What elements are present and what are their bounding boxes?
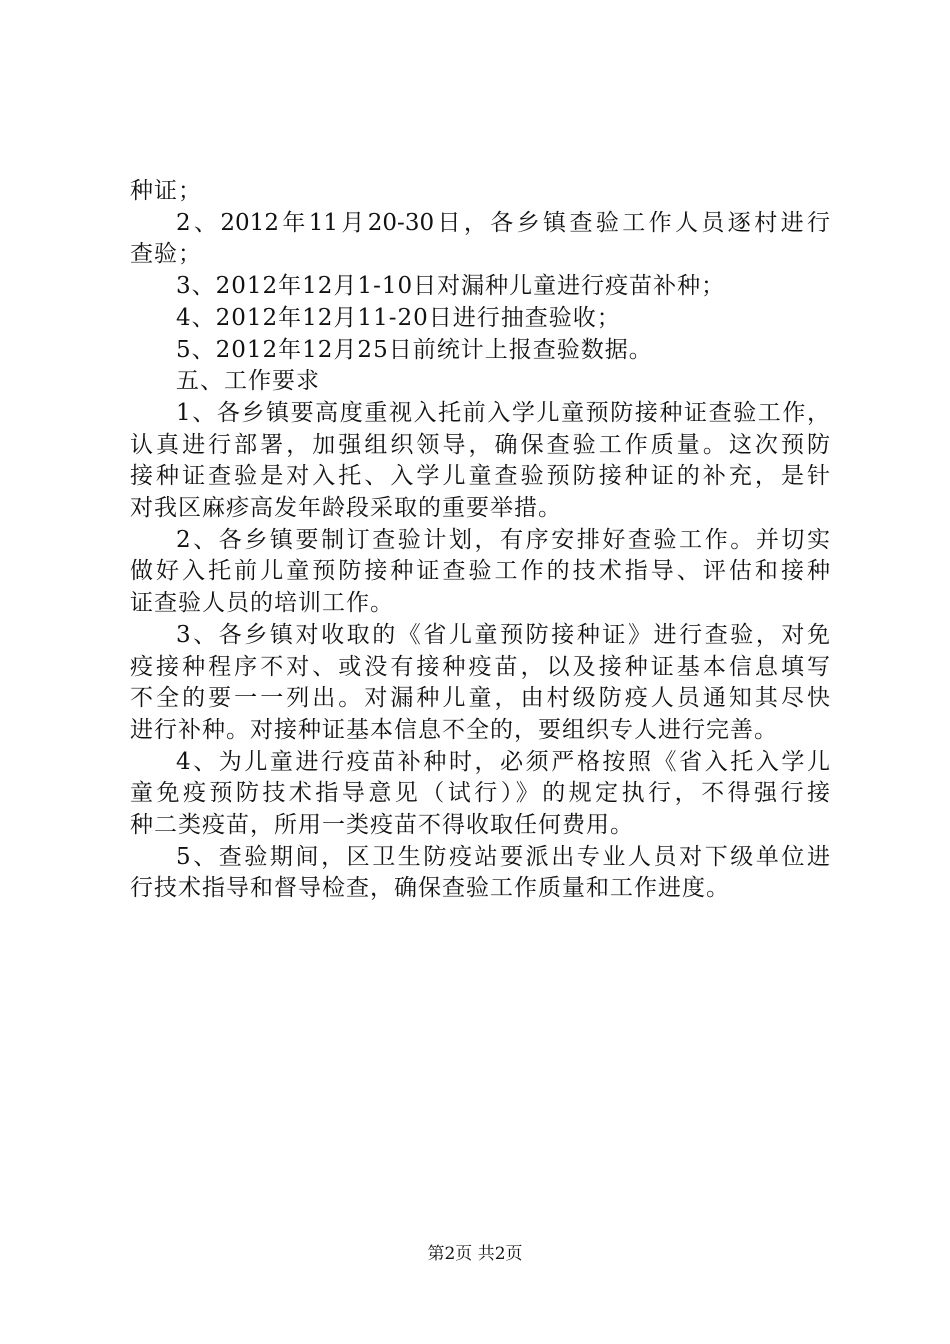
text-line: 进行补种。对接种证基本信息不全的，要组织专人进行完善。 xyxy=(130,716,778,743)
text-line: 接种证查验是对入托、入学儿童查验预防接种证的补充，是针 xyxy=(130,463,830,490)
text-line: 证查验人员的培训工作。 xyxy=(130,590,394,617)
text-line: 不全的要一一列出。对漏种儿童，由村级防疫人员通知其尽快 xyxy=(130,685,830,712)
text-line: 1、各乡镇要高度重视入托前入学儿童预防接种证查验工作， xyxy=(176,399,830,426)
text-line: 童免疫预防技术指导意见（试行）》的规定执行，不得强行接 xyxy=(130,780,830,807)
text-line: 做好入托前儿童预防接种证查验工作的技术指导、评估和接种 xyxy=(130,558,830,585)
text-line: 疫接种程序不对、或没有接种疫苗，以及接种证基本信息填写 xyxy=(130,653,830,680)
text-line: 3、2012年12月1-10日对漏种儿童进行疫苗补种； xyxy=(176,273,726,300)
text-line: 4、为儿童进行疫苗补种时，必须严格按照《省入托入学儿 xyxy=(176,748,830,775)
text-line: 行技术指导和督导检查，确保查验工作质量和工作进度。 xyxy=(130,875,730,902)
text-line: 对我区麻疹高发年龄段采取的重要举措。 xyxy=(130,495,562,522)
text-line: 5、2012年12月25日前统计上报查验数据。 xyxy=(176,336,653,363)
text-line: 3、各乡镇对收取的《省儿童预防接种证》进行查验，对免 xyxy=(176,621,830,648)
text-line: 种二类疫苗，所用一类疫苗不得收取任何费用。 xyxy=(130,812,634,839)
text-line: 种证； xyxy=(130,178,202,204)
text-line: 查验； xyxy=(130,241,202,268)
text-line: 2、各乡镇要制订查验计划，有序安排好查验工作。并切实 xyxy=(176,526,830,553)
text-line: 5、查验期间，区卫生防疫站要派出专业人员对下级单位进 xyxy=(176,843,830,870)
text-line: 认真进行部署，加强组织领导，确保查验工作质量。这次预防 xyxy=(130,431,830,458)
page-number: 第2页 共2页 xyxy=(427,1244,523,1264)
document-body xyxy=(130,176,830,905)
section-heading: 五、工作要求 xyxy=(176,368,320,395)
text-line: 2、2012年11月20-30日，各乡镇查验工作人员逐村进行 xyxy=(176,209,830,236)
text-line: 4、2012年12月11-20日进行抽查验收； xyxy=(176,304,621,331)
